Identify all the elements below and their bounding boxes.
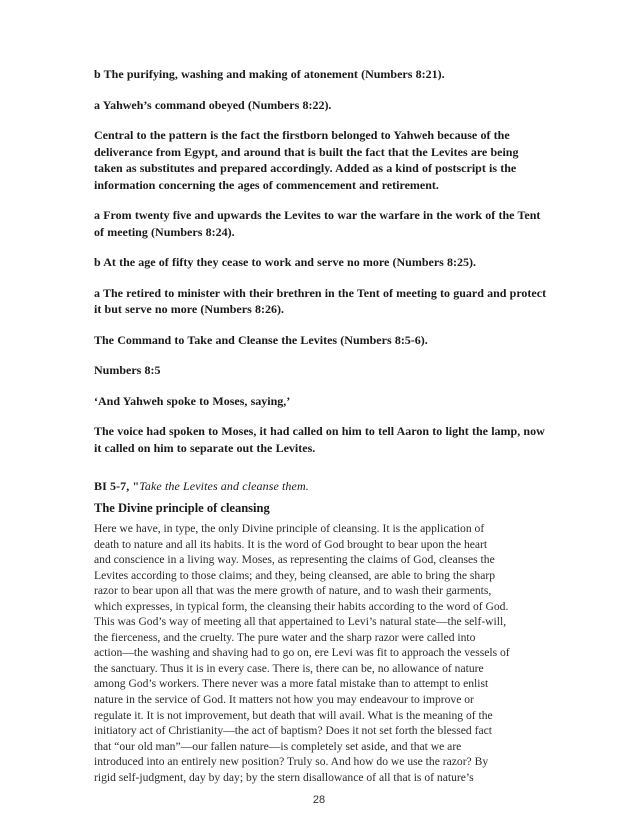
verse-reference: Numbers 8:5	[94, 363, 161, 377]
bi-citation	[94, 478, 550, 495]
page-number: 28	[312, 794, 326, 806]
paragraph-age-twenty-five: a From twenty five and upwards the Levites to war the warfare in the work of the Tent of meeting (Numbers 8:24).	[94, 208, 541, 239]
body-line: and conscience in a living way. Moses, as representing the claims of God, cleanses the	[94, 553, 495, 567]
paragraph-age-fifty: b At the age of fifty they cease to work and serve no more (Numbers 8:25).	[94, 255, 477, 269]
body-line: initiatory act of Christianity—the act of baptism? Does it not set forth the blessed fact	[94, 724, 492, 738]
verse-quote: ‘And Yahweh spoke to Moses, saying,’	[94, 393, 291, 408]
bi-italic-text: Take the Levites and cleanse them.	[139, 479, 309, 493]
paragraph-voice: The voice had spoken to Moses, it had called on him to tell Aaron to light the lamp, now it called on him to separate out the Levites.	[94, 424, 545, 455]
body-line: Levites according to those claims; and they, being cleansed, are able to bring the sharp	[94, 568, 496, 582]
body-line: that “our old man”—our fallen nature—is completely set aside, and that we are	[94, 739, 462, 753]
body-line: the fierceness, and the cruelty. The pure water and the sharp razor were called into	[94, 630, 476, 644]
subheading: The Divine principle of cleansing	[94, 501, 270, 515]
paragraph-retired: a The retired to minister with their brethren in the Tent of meeting to guard and protect it but serve no more (Numbers 8:26).	[94, 285, 547, 316]
body-line: which expresses, in typical form, the cleansing their habits according to the word of God.	[94, 599, 509, 613]
paragraph-command-obeyed: a Yahweh’s command obeyed (Numbers 8:22).	[94, 97, 332, 112]
body-line: razor to bear upon all that was the mere growth of nature, and to wash their garments,	[94, 584, 492, 598]
body-line: death to nature and all its habits. It is the word of God brought to bear upon the heart	[94, 537, 488, 551]
body-line: introduced into an entirely new position? Truly so. And how do we use the razor? By	[94, 755, 489, 769]
body-line: among God’s workers. There never was a more fatal mistake than to attempt to enlist	[94, 677, 489, 691]
bi-reference: BI 5-7, "	[94, 479, 140, 493]
body-line: This was God’s way of meeting all that appertained to Levi’s natural state—the self-will,	[94, 615, 507, 629]
body-line: rigid self-judgment, day by day; by the stern disallowance of all that is of nature’s	[94, 770, 474, 784]
paragraph-central-pattern: Central to the pattern is the fact the firstborn belonged to Yahweh because of the deliverance from Egypt, and around that is built the fact that the Levites are being taken as substitutes and prepared accordingly. Added as a kind of postscript is the information concerning the ages of commencement and retirement.	[94, 128, 519, 192]
body-line: regulate it. It is not improvement, but death that will avail. What is the meaning of the	[94, 708, 493, 722]
body-line: nature in the service of God. It matters not how you may endeavour to improve or	[94, 693, 474, 707]
commentary-body	[94, 521, 550, 785]
section-heading: The Command to Take and Cleanse the Levites (Numbers 8:5-6).	[94, 332, 428, 347]
paragraph-purifying: b The purifying, washing and making of atonement (Numbers 8:21).	[94, 67, 445, 81]
body-line: the sanctuary. Thus it is in every case. There is, there can be, no allowance of nature	[94, 661, 484, 675]
body-line: action—the washing and shaving had to go on, ere Levi was fit to approach the vessels of	[94, 646, 510, 660]
body-line: Here we have, in type, the only Divine principle of cleansing. It is the application of	[94, 522, 485, 535]
document-page	[94, 66, 550, 785]
